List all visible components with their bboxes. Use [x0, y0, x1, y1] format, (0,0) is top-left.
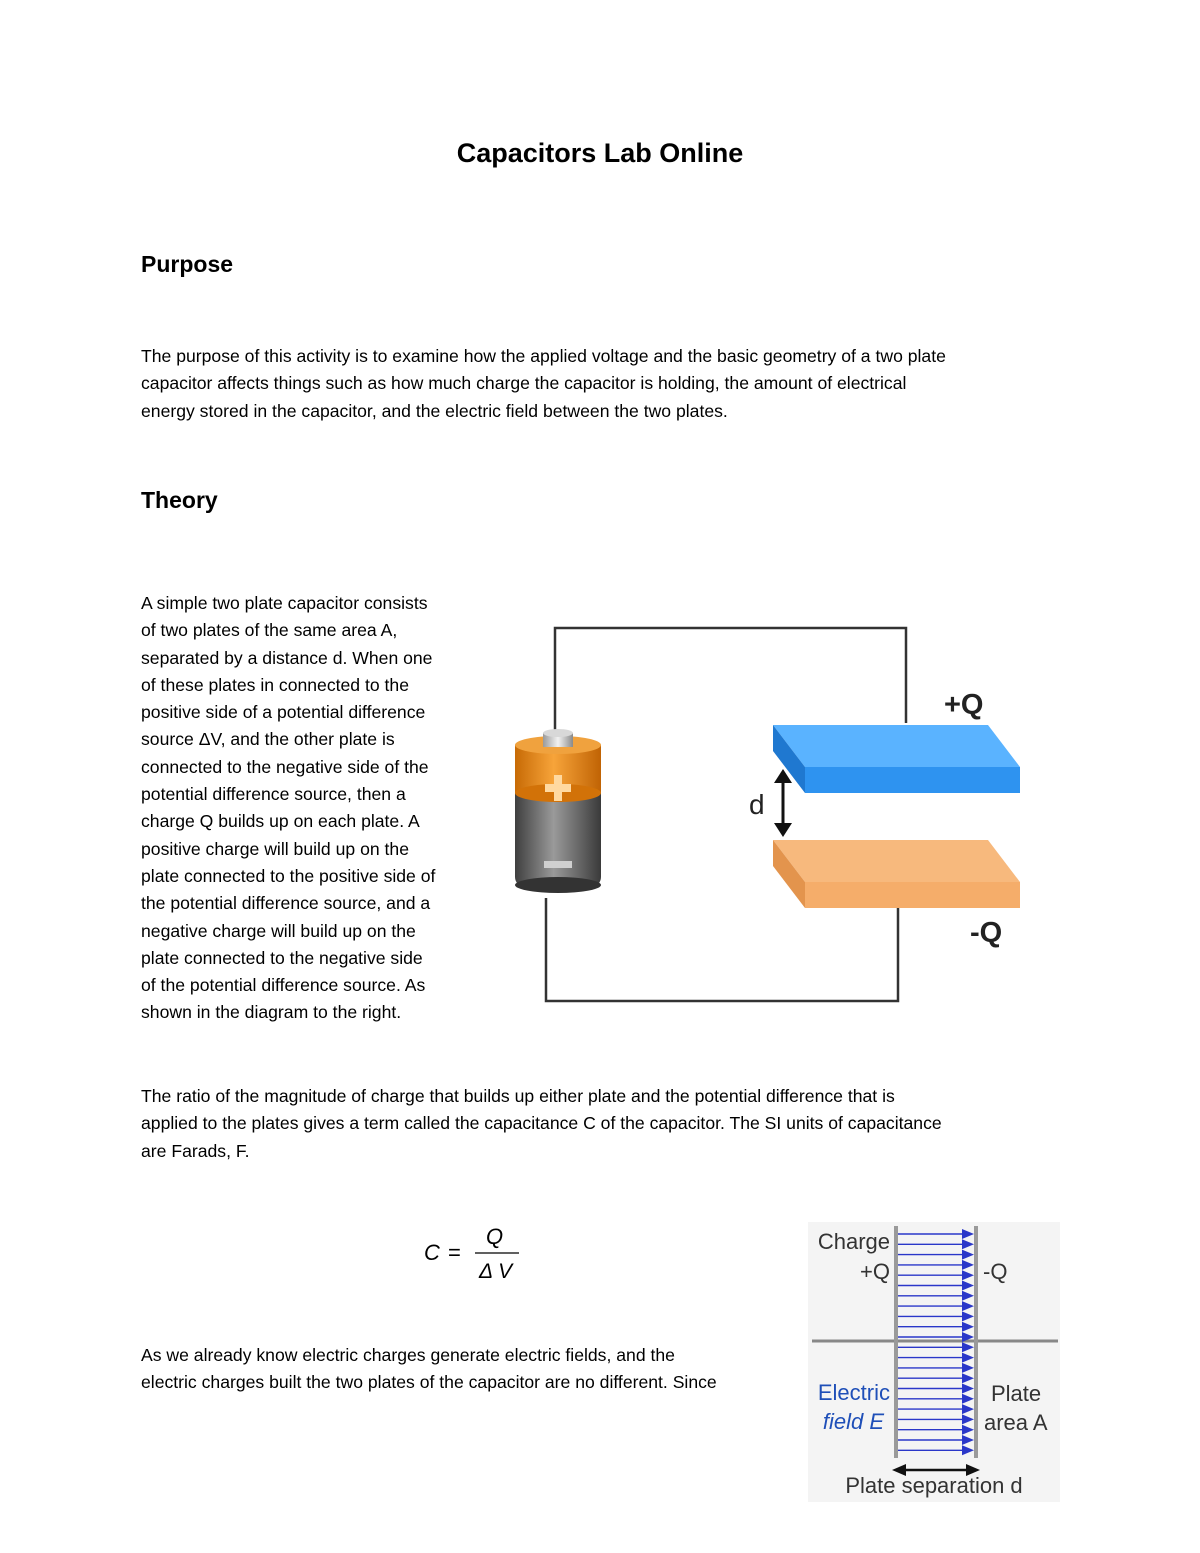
capacitance-paragraph	[141, 1083, 1071, 1165]
capacitance-line: are Farads, F.	[141, 1140, 250, 1161]
purpose-paragraph	[141, 343, 1071, 425]
capacitance-line: The ratio of the magnitude of charge that builds up either plate and the potential difference that is	[141, 1086, 895, 1106]
battery-icon	[515, 729, 601, 893]
purpose-heading: Purpose	[141, 251, 234, 277]
theory-line: charge Q builds up on each plate. A	[141, 811, 420, 832]
theory-line: positive charge will build up on the	[141, 838, 409, 859]
theory-line: negative charge will build up on the	[141, 920, 416, 941]
bottom-wire	[546, 898, 898, 1001]
page-title: Capacitors Lab Online	[456, 138, 744, 168]
plus-q-label: +Q	[944, 689, 984, 721]
capacitance-line: applied to the plates gives a term called the capacitance C of the capacitor. The SI units of capacitance	[141, 1113, 942, 1134]
theory-line: shown in the diagram to the right.	[141, 1002, 402, 1023]
theory-line: the potential difference source, and a	[141, 893, 431, 914]
theory-line: of the potential difference source. As	[141, 975, 426, 996]
charge-label: Charge	[817, 1229, 890, 1254]
theory-line: source ΔV, and the other plate is	[141, 729, 395, 750]
theory-intro-paragraph	[141, 590, 481, 1027]
field-plus-q-label: +Q	[860, 1259, 890, 1284]
theory-line: separated by a distance d. When one	[141, 647, 433, 668]
formula-lhs: C	[424, 1240, 440, 1265]
formula-equals: =	[448, 1240, 461, 1265]
field-line: As we already know electric charges generate electric fields, and the	[141, 1345, 675, 1365]
electric-field-diagram	[808, 1222, 1060, 1502]
electric-field-paragraph	[141, 1342, 806, 1397]
positive-plate	[773, 725, 1020, 793]
separation-arrow	[774, 769, 792, 837]
theory-line: A simple two plate capacitor consists	[141, 593, 428, 613]
field-minus-q-label: -Q	[983, 1259, 1008, 1284]
negative-plate	[773, 840, 1020, 908]
minus-q-label: -Q	[970, 917, 1003, 949]
electric-field-label-1: Electric	[817, 1380, 890, 1405]
theory-line: of these plates in connected to the	[141, 674, 410, 695]
theory-line: plate connected to the negative side	[141, 947, 423, 968]
theory-line: potential difference source, then a	[141, 784, 406, 805]
theory-line: of two plates of the same area A,	[141, 620, 398, 641]
purpose-line: energy stored in the capacitor, and the electric field between the two plates.	[141, 400, 728, 421]
plate-area-label-1: Plate	[991, 1381, 1042, 1406]
purpose-line: capacitor affects things such as how much charge the capacitor is holding, the amount of electrical	[141, 373, 907, 394]
capacitor-circuit-diagram	[500, 615, 1040, 1015]
theory-line: positive side of a potential difference	[141, 702, 426, 723]
purpose-line: The purpose of this activity is to examine how the applied voltage and the basic geometry of a two plate	[141, 346, 946, 366]
gap-label: d	[749, 789, 765, 820]
capacitance-formula	[420, 1222, 530, 1284]
electric-field-label-2: field E	[822, 1409, 884, 1434]
field-line: electric charges built the two plates of the capacitor are no different. Since	[141, 1372, 717, 1393]
theory-line: plate connected to the positive side of	[141, 865, 436, 886]
formula-denominator: Δ V	[479, 1260, 513, 1283]
plate-separation-label: Plate separation d	[845, 1473, 1023, 1498]
theory-heading: Theory	[141, 487, 218, 513]
theory-line: connected to the negative side of the	[141, 756, 429, 777]
plate-area-label-2: area A	[984, 1410, 1048, 1435]
formula-numerator: Q	[486, 1224, 504, 1249]
